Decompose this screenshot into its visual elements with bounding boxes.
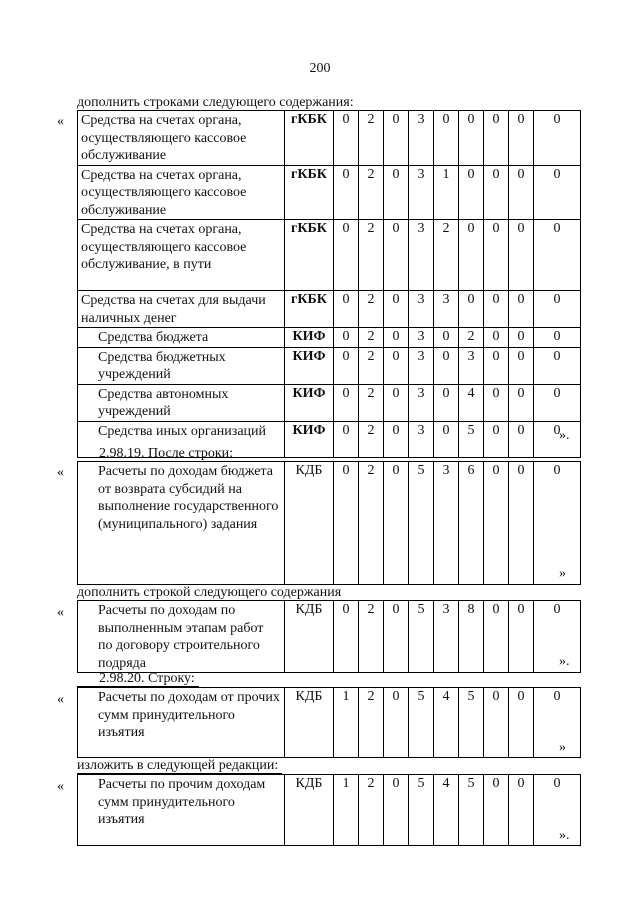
code-digit: 3: [434, 291, 459, 328]
code-digit: 0: [509, 384, 534, 421]
section-intro: изложить в следующей редакции:: [77, 758, 282, 774]
row-kind: КДБ: [285, 462, 334, 585]
code-digit: 3: [434, 601, 459, 673]
code-digit: 2: [459, 328, 484, 348]
code-digit: 0: [434, 328, 459, 348]
code-digit: 2: [359, 291, 384, 328]
code-digit: 0: [534, 111, 581, 166]
code-digit: 0: [534, 462, 581, 585]
code-digit: 0: [434, 347, 459, 384]
code-digit: 0: [534, 601, 581, 673]
code-digit: 0: [509, 111, 534, 166]
row-kind: КДБ: [285, 601, 334, 673]
row-name: Средства на счетах органа, осуществляющего кассовое обслуживание: [78, 165, 285, 220]
code-digit: 0: [434, 384, 459, 421]
code-digit: 0: [384, 220, 409, 291]
code-digit: 3: [409, 165, 434, 220]
open-quote: «: [57, 114, 64, 129]
close-quote: ».: [559, 428, 570, 443]
code-digit: 0: [509, 688, 534, 758]
code-digit: 0: [459, 111, 484, 166]
code-digit: 3: [409, 291, 434, 328]
code-digit: 0: [534, 384, 581, 421]
code-digit: 0: [334, 291, 359, 328]
code-digit: 0: [509, 347, 534, 384]
code-digit: 2: [359, 421, 384, 457]
row-kind: КИФ: [285, 421, 334, 457]
code-digit: 4: [434, 688, 459, 758]
row-name: Средства автономных учреждений: [78, 384, 285, 421]
code-table: [77, 461, 581, 585]
row-kind: КДБ: [285, 775, 334, 846]
code-digit: 0: [384, 775, 409, 846]
code-table: [77, 774, 581, 846]
row-name: Средства бюджета: [78, 328, 285, 348]
row-name: Средства на счетах для выдачи наличных денег: [78, 291, 285, 328]
code-digit: 0: [334, 601, 359, 673]
code-digit: 1: [334, 775, 359, 846]
code-digit: 0: [484, 462, 509, 585]
row-name: Расчеты по доходам от прочих сумм принудительного изъятия: [78, 688, 285, 758]
code-digit: 3: [434, 462, 459, 585]
row-kind: гКБК: [285, 165, 334, 220]
code-digit: 0: [484, 688, 509, 758]
code-digit: 5: [409, 601, 434, 673]
code-digit: 0: [334, 328, 359, 348]
code-digit: 0: [484, 421, 509, 457]
row-name: Расчеты по прочим доходам сумм принудительного изъятия: [78, 775, 285, 846]
code-digit: 3: [409, 384, 434, 421]
code-digit: 0: [384, 111, 409, 166]
row-kind: КИФ: [285, 384, 334, 421]
row-name: Средства на счетах органа, осуществляющего кассовое обслуживание: [78, 111, 285, 166]
code-digit: 2: [359, 688, 384, 758]
row-name: Расчеты по доходам по выполненным этапам работ по договору строительного подряда: [78, 601, 285, 673]
row-name: Средства бюджетных учреждений: [78, 347, 285, 384]
section-intro: 2.98.19. После строки:: [77, 446, 237, 462]
code-digit: 0: [534, 291, 581, 328]
code-digit: 4: [434, 775, 459, 846]
code-digit: 2: [359, 328, 384, 348]
code-digit: 2: [434, 220, 459, 291]
code-digit: 3: [409, 111, 434, 166]
code-digit: 2: [359, 775, 384, 846]
code-digit: 3: [409, 421, 434, 457]
close-quote: ».: [559, 828, 570, 843]
code-table: [77, 110, 581, 458]
row-name: Расчеты по доходам бюджета от возврата субсидий на выполнение государственного (муниципального) задания: [78, 462, 285, 585]
code-digit: 0: [459, 220, 484, 291]
code-digit: 0: [484, 291, 509, 328]
code-digit: 3: [409, 347, 434, 384]
code-digit: 0: [484, 347, 509, 384]
close-quote: »: [559, 566, 566, 581]
open-quote: «: [57, 779, 64, 794]
row-kind: КИФ: [285, 347, 334, 384]
code-digit: 0: [334, 384, 359, 421]
row-kind: КДБ: [285, 688, 334, 758]
code-digit: 2: [359, 384, 384, 421]
code-digit: 5: [459, 688, 484, 758]
code-digit: 0: [534, 775, 581, 846]
open-quote: «: [57, 692, 64, 707]
code-digit: 5: [409, 688, 434, 758]
row-kind: гКБК: [285, 111, 334, 166]
row-kind: гКБК: [285, 220, 334, 291]
close-quote: »: [559, 740, 566, 755]
code-digit: 0: [484, 111, 509, 166]
code-table: [77, 600, 581, 673]
code-digit: 2: [359, 111, 384, 166]
code-digit: 0: [509, 601, 534, 673]
code-digit: 0: [384, 462, 409, 585]
code-digit: 0: [334, 111, 359, 166]
code-digit: 0: [509, 775, 534, 846]
code-digit: 0: [484, 220, 509, 291]
row-kind: КИФ: [285, 328, 334, 348]
code-digit: 0: [384, 688, 409, 758]
close-quote: ».: [559, 654, 570, 669]
code-digit: 0: [459, 165, 484, 220]
code-digit: 0: [334, 462, 359, 585]
section-intro: дополнить строками следующего содержания:: [77, 95, 358, 111]
code-digit: 0: [434, 421, 459, 457]
code-digit: 0: [509, 291, 534, 328]
code-digit: 0: [509, 165, 534, 220]
row-kind: гКБК: [285, 291, 334, 328]
code-digit: 0: [484, 165, 509, 220]
code-digit: 0: [484, 384, 509, 421]
code-digit: 3: [459, 347, 484, 384]
code-digit: 2: [359, 220, 384, 291]
code-digit: 0: [384, 421, 409, 457]
code-digit: 0: [384, 291, 409, 328]
code-digit: 0: [459, 291, 484, 328]
code-digit: 0: [334, 421, 359, 457]
code-digit: 5: [409, 462, 434, 585]
row-name: Средства на счетах органа, осуществляющего кассовое обслуживание, в пути: [78, 220, 285, 291]
code-digit: 0: [484, 328, 509, 348]
code-digit: 2: [359, 462, 384, 585]
code-digit: 0: [334, 347, 359, 384]
code-digit: 0: [384, 328, 409, 348]
code-digit: 1: [434, 165, 459, 220]
code-digit: 3: [409, 220, 434, 291]
code-digit: 1: [334, 688, 359, 758]
code-digit: 0: [384, 165, 409, 220]
section-intro: дополнить строкой следующего содержания: [77, 585, 345, 601]
code-digit: 0: [534, 347, 581, 384]
row-name: Средства иных организаций: [78, 421, 285, 457]
code-digit: 0: [334, 165, 359, 220]
open-quote: «: [57, 465, 64, 480]
open-quote: «: [57, 605, 64, 620]
code-digit: 0: [534, 220, 581, 291]
code-digit: 5: [409, 775, 434, 846]
code-digit: 2: [359, 347, 384, 384]
code-digit: 0: [509, 462, 534, 585]
code-digit: 0: [534, 421, 581, 457]
code-digit: 4: [459, 384, 484, 421]
code-digit: 0: [484, 775, 509, 846]
code-table: [77, 687, 581, 758]
page-number: 200: [309, 61, 331, 76]
code-digit: 0: [509, 220, 534, 291]
code-digit: 3: [409, 328, 434, 348]
code-digit: 0: [534, 328, 581, 348]
code-digit: 0: [384, 347, 409, 384]
code-digit: 5: [459, 775, 484, 846]
code-digit: 0: [484, 601, 509, 673]
code-digit: 2: [359, 165, 384, 220]
code-digit: 5: [459, 421, 484, 457]
code-digit: 0: [384, 384, 409, 421]
code-digit: 0: [509, 328, 534, 348]
code-digit: 2: [359, 601, 384, 673]
code-digit: 0: [534, 688, 581, 758]
code-digit: 0: [509, 421, 534, 457]
section-intro: 2.98.20. Строку:: [77, 671, 199, 687]
code-digit: 6: [459, 462, 484, 585]
code-digit: 0: [384, 601, 409, 673]
code-digit: 8: [459, 601, 484, 673]
code-digit: 0: [434, 111, 459, 166]
code-digit: 0: [534, 165, 581, 220]
code-digit: 0: [334, 220, 359, 291]
